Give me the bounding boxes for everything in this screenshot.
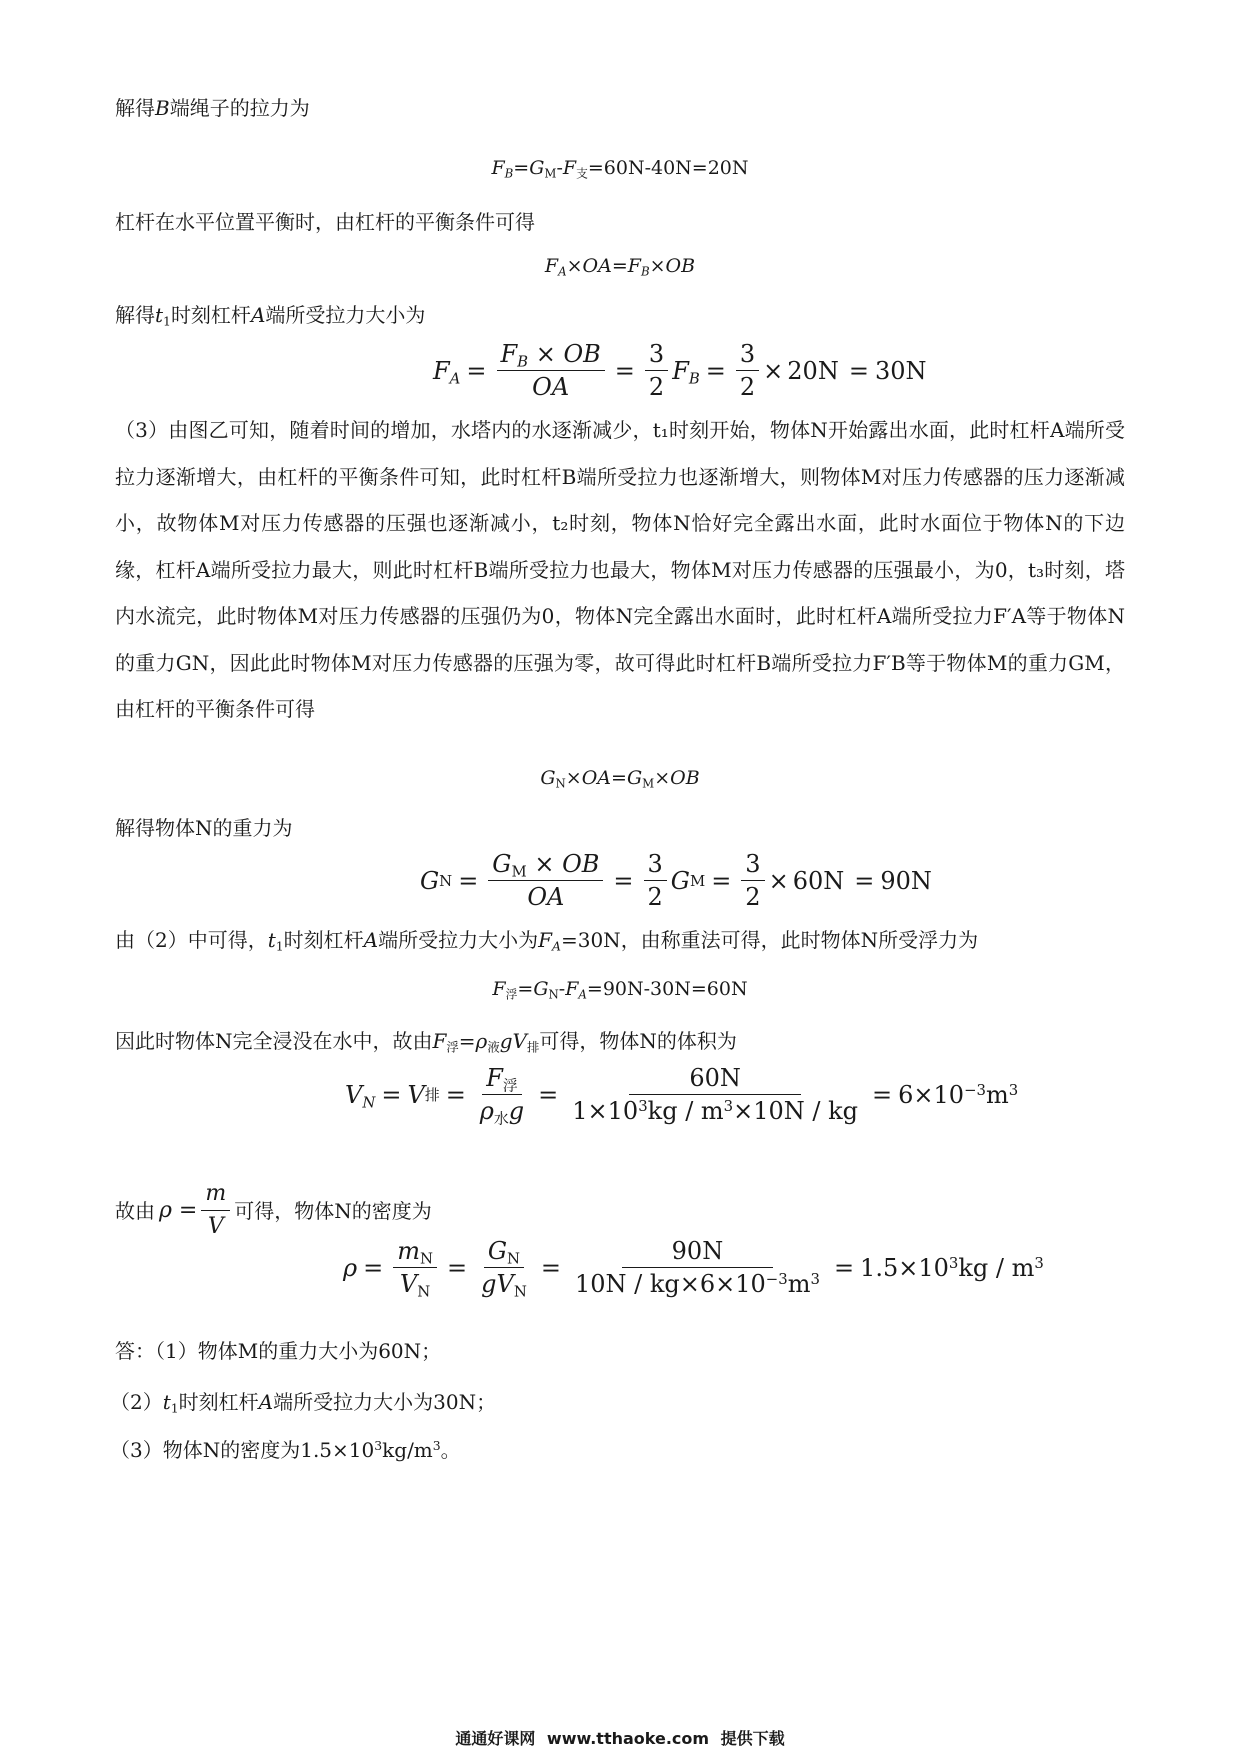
text-span: 端所受拉力大小为 (378, 928, 539, 952)
answer-2: $(2)t_1$时刻杠杆A端所受拉力大小为30N； (110, 1390, 497, 1416)
page-footer (0, 1726, 1240, 1749)
text-span: 可得，物体N的体积为 (539, 1029, 737, 1053)
text-span: 端所受拉力大小为 (265, 303, 426, 327)
text-span: 时刻杠杆 (170, 303, 251, 327)
footer-note: 提供下载 (720, 1729, 785, 1748)
equation-vn: $V_N$ = V 排 = $\frac{F_浮}{\rho_水g}$ = $\frac{60N}{1\times 10^3kg / m^3\times 10N / kg}$ = $6\times 10^{-3}m^3$ (345, 1064, 1019, 1128)
text-line-1: 解得B端绳子的拉力为 (115, 96, 310, 120)
equation-lever-balance: $F_A\times OA=F_B\times OB$ (544, 255, 696, 279)
equation-fa: $F_A$ = $\frac{F_B \times OB}{OA}$ = $\frac{3}{2}$ $F_B$ = $\frac{3}{2}$ × 20N = 30N (433, 340, 927, 401)
answer-3: （3）物体N的密度为$1.5\times 10^3kg/m^3$。 (110, 1438, 461, 1462)
text-span: 时刻杠杆 (283, 928, 364, 952)
text-line-7: 故由 ρ = $\frac{m}{V}$ 可得，物体N的密度为 (115, 1181, 432, 1239)
text-span: 解得 (115, 96, 155, 120)
text-line-2: 杠杆在水平位置平衡时，由杠杆的平衡条件可得 (115, 210, 535, 234)
text-span: （2） (110, 1390, 163, 1414)
text-span: 由（2）中可得， (115, 928, 268, 952)
text-span: （3）物体N的密度为1.5×10 (110, 1438, 375, 1462)
text-line-6: 因此时物体N完全浸没在水中，故由$F_浮=\rho_液gV_排$可得，物体N的体积为 (115, 1029, 737, 1055)
equation-rho: ρ = $\frac{m_N}{V_N}$ = $\frac{G_N}{gV_N}$ = $\frac{90N}{10N / kg\times 6\times 10^{-3}m^3}$ = $1.5\times 10^3kg / m^3$ (343, 1237, 1044, 1301)
text-line-4: 解得物体N的重力为 (115, 816, 293, 840)
equation-value: =60N-40N=20N (587, 157, 749, 179)
text-span: 故由 (115, 1198, 155, 1223)
answer-1: 答：（1）物体M的重力大小为60N； (115, 1339, 442, 1363)
text-span: ，由称重法可得，此时物体N所受浮力为 (620, 928, 979, 952)
text-span: 因此时物体N完全浸没在水中，故由 (115, 1029, 433, 1053)
text-span: kg/m (382, 1438, 433, 1462)
equation-gn-lever: $G_N\times OA=G_M\times OB$ (540, 767, 700, 791)
text-span: 可得，物体N的密度为 (234, 1198, 432, 1223)
text-span: 端所受拉力大小为30N； (273, 1390, 497, 1414)
text-line-5: 由（2）中可得，$t_1$时刻杠杆A端所受拉力大小为$F_A=30N$，由称重法可得，此时物体N所受浮力为 (115, 928, 979, 954)
equation-fb: $F_B=G_M-F_支=60N-40N=20N$ (491, 157, 749, 181)
footer-url[interactable]: www.tthaoke.com (546, 1729, 710, 1748)
equation-gn: G N = $\frac{G_M \times OB}{OA}$ = $\frac{3}{2}$ G M = $\frac{3}{2}$ × 60N = 90N (420, 850, 932, 911)
text-line-3: 解得$t_1$时刻杠杆A端所受拉力大小为 (115, 303, 426, 329)
text-span: 端绳子的拉力为 (169, 96, 310, 120)
equation-f-float: $F_浮=G_N-F_A=90N-30N=60N$ (492, 978, 748, 1002)
paragraph-3: （3）由图乙可知，随着时间的增加，水塔内的水逐渐减少，t₁时刻开始，物体N开始露出水面，此时杠杆A端所受拉力逐渐增大，由杠杆的平衡条件可知，此时杠杆B端所受拉力也逐渐增大，则物体M对压力传感器的压力逐渐减小，故物体M对压力传感器的压强也逐渐减小，t₂时刻，物体N恰好完全露出水面，此时水面位于物体N的下边缘，杠杆A端所受拉力最大，则此时杠杆B端所受拉力也最大，物体M对压力传感器的压强最小，为0，t₃时刻，塔内水流完，此时物体M对压力传感器的压强仍为0，物体N完全露出水面时，此时杠杆A端所受拉力F′A等于物体N的重力GN，因此此时物体M对压力传感器的压强为零，故可得此时杠杆B端所受拉力F′B等于物体M的重力GM，由杠杆的平衡条件可得 (115, 418, 1125, 721)
footer-site-name: 通通好课网 (455, 1729, 536, 1748)
text-span: 。 (440, 1438, 461, 1462)
text-span: 解得 (115, 303, 155, 327)
text-span: 时刻杠杆 (178, 1390, 259, 1414)
